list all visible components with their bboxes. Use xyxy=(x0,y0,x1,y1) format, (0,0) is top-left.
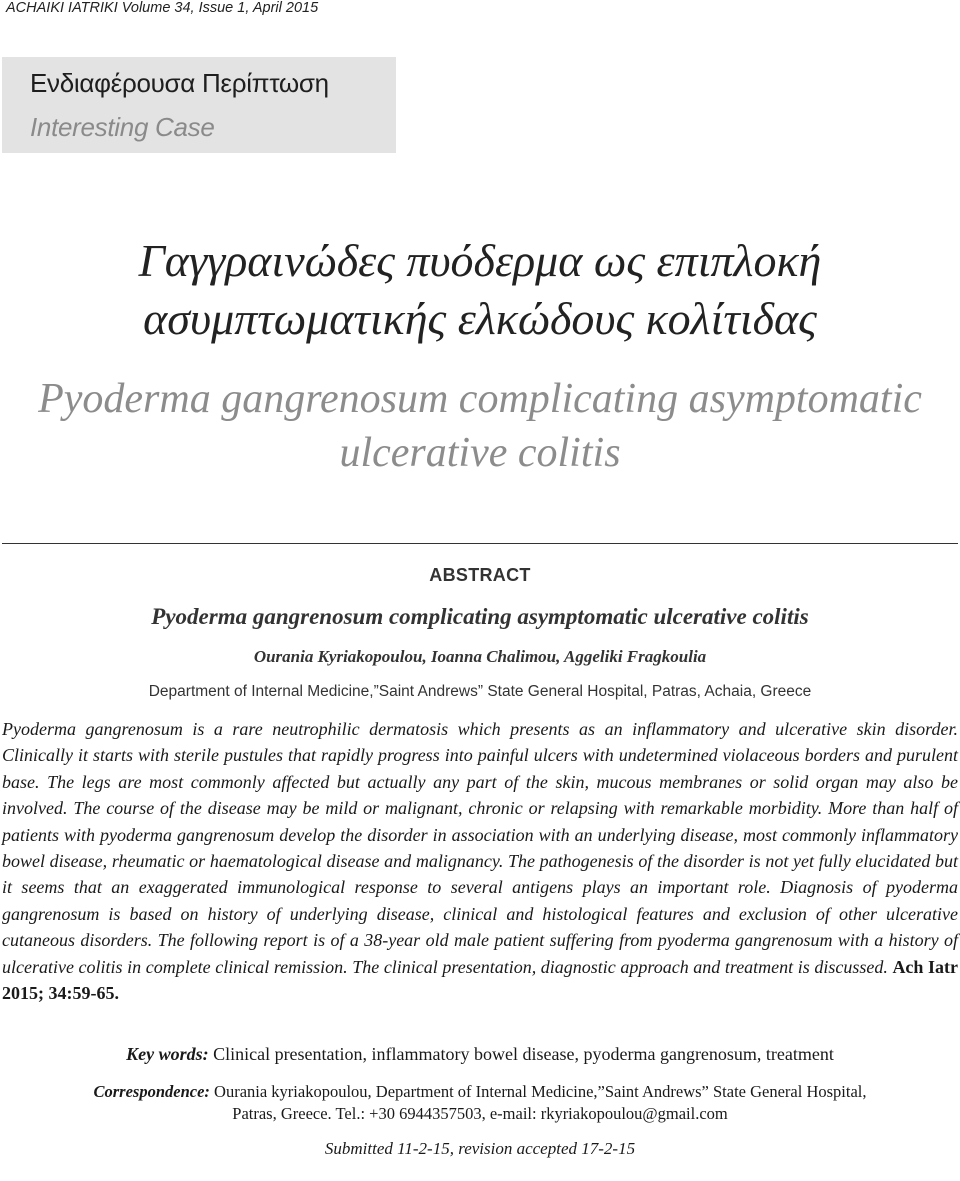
keywords-text: Clinical presentation, inflammatory bowel disease, pyoderma gangrenosum, treatment xyxy=(213,1044,834,1064)
journal-header: ACHAIKI IATRIKI Volume 34, Issue 1, April 2015 xyxy=(6,0,319,16)
title-english-line-2: ulcerative colitis xyxy=(339,430,621,476)
title-greek-line-1: Γαγγραινώδες πυόδερμα ως επιπλοκή xyxy=(138,235,822,286)
correspondence-label: Correspondence: xyxy=(93,1082,210,1101)
affiliation: Department of Internal Medicine,”Saint Andrews” State General Hospital, Patras, Achaia, Greece xyxy=(148,683,812,700)
title-greek-line-2: ασυμπτωματικής ελκώδους κολίτιδας xyxy=(143,293,817,344)
title-greek xyxy=(0,232,960,348)
divider-rule xyxy=(2,543,958,544)
citation: Ach Iatr 2015; 34:59-65. xyxy=(2,956,959,1004)
section-label-english: Interesting Case xyxy=(30,112,215,142)
submission-dates: Submitted 11-2-15, revision accepted 17-2-15 xyxy=(324,1139,636,1158)
title-english xyxy=(0,372,960,480)
abstract-text: Pyoderma gangrenosum is a rare neutrophilic dermatosis which presents as an inflammatory and ulcerative skin disorder. Clinically it starts with sterile pustules that rapidly progress into painful ulcers with undetermined violaceous borders and purulent base. The legs are most commonly affected but actually any part of the skin, mucous membranes or solid organ may also be involved. The course of the disease may be mild or malignant, chronic or relapsing with remarkable morbidity. More than half of patients with pyoderma gangrenosum develop the disorder in association with an underlying disease, most commonly inflammatory bowel disease, rheumatic or haematological disease and malignancy. The pathogenesis of the disorder is not yet fully elucidated but it seems that an exaggerated immunological response to several antigens plays an important role. Diagnosis of pyoderma gangrenosum is based on history of underlying disease, clinical and histological features and exclusion of other ulcerative cutaneous disorders. The following report is of a 38-year old male patient suffering from pyoderma gangrenosum with a history of ulcerative colitis in complete clinical remission. The clinical presentation, diagnostic approach and treatment is discussed. xyxy=(2,719,958,977)
correspondence-line-1: Ourania kyriakopoulou, Department of Internal Medicine,”Saint Andrews” State General Hospital, xyxy=(214,1082,867,1101)
abstract-body xyxy=(2,716,958,1006)
keywords xyxy=(0,1044,960,1065)
keywords-label: Key words: xyxy=(126,1044,209,1064)
correspondence-line-2: Patras, Greece. Tel.: +30 6944357503, e-mail: rkyriakopoulou@gmail.com xyxy=(232,1104,728,1123)
correspondence xyxy=(0,1081,960,1125)
abstract-title: Pyoderma gangrenosum complicating asymptomatic ulcerative colitis xyxy=(151,604,809,629)
abstract-heading: ABSTRACT xyxy=(429,565,531,585)
section-label-greek: Ενδιαφέρουσα Περίπτωση xyxy=(30,68,329,98)
authors: Ourania Kyriakopoulou, Ioanna Chalimou, Aggeliki Fragkoulia xyxy=(253,647,707,666)
title-english-line-1: Pyoderma gangrenosum complicating asymptomatic xyxy=(38,376,922,422)
